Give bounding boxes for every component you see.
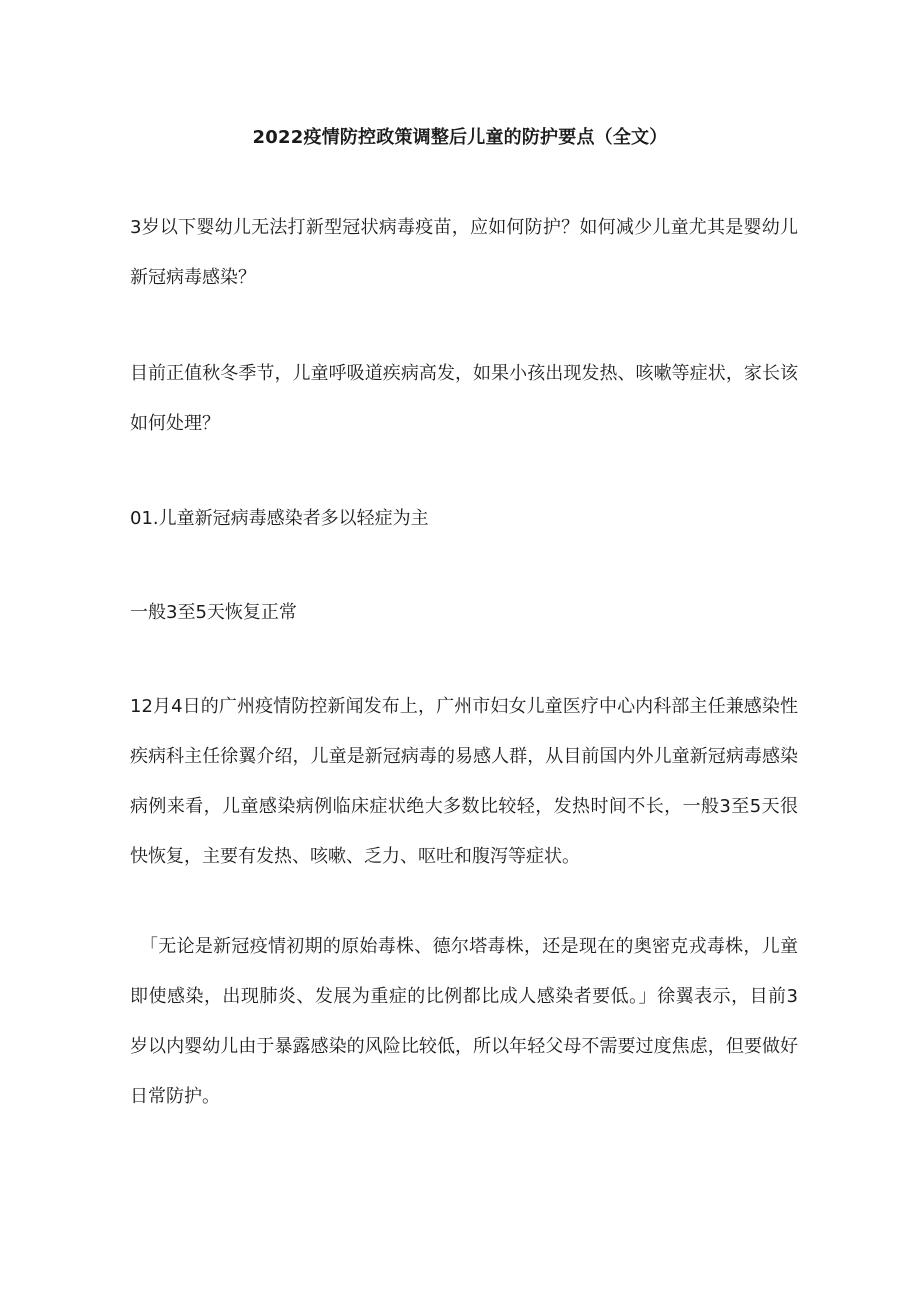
paragraph-infant-protection-question: 3岁以下婴幼儿无法打新型冠状病毒疫苗，应如何防护？如何减少儿童尤其是婴幼儿新冠病毒感染？ — [130, 217, 798, 288]
paragraph-season-question: 目前正值秋冬季节，儿童呼吸道疾病高发，如果小孩出现发热、咳嗽等症状，家长该如何处理？ — [130, 363, 798, 434]
section-heading-mild-cases: 01.儿童新冠病毒感染者多以轻症为主 — [130, 508, 429, 529]
document-title: 2022疫情防控政策调整后儿童的防护要点（全文） — [252, 127, 668, 148]
paragraph-press-conference: 12月4日的广州疫情防控新闻发布上，广州市妇女儿童医疗中心内科部主任兼感染性疾病科主任徐翼介绍，儿童是新冠病毒的易感人群，从目前国内外儿童新冠病毒感染病例来看，儿童感染病例临床症状绝大多数比较轻，发热时间不长，一般3至5天很快恢复，主要有发热、咳嗽、乏力、呕吐和腹泻等症状。 — [130, 696, 798, 867]
paragraph-xu-yi-quote: 「无论是新冠疫情初期的原始毒株、德尔塔毒株，还是现在的奥密克戎毒株，儿童即使感染，出现肺炎、发展为重症的比例都比成人感染者要低。」徐翼表示，目前3岁以内婴幼儿由于暴露感染的风险比较低，所以年轻父母不需要过度焦虑，但要做好日常防护。 — [130, 936, 798, 1107]
section-subheading-recovery: 一般3至5天恢复正常 — [130, 602, 297, 623]
